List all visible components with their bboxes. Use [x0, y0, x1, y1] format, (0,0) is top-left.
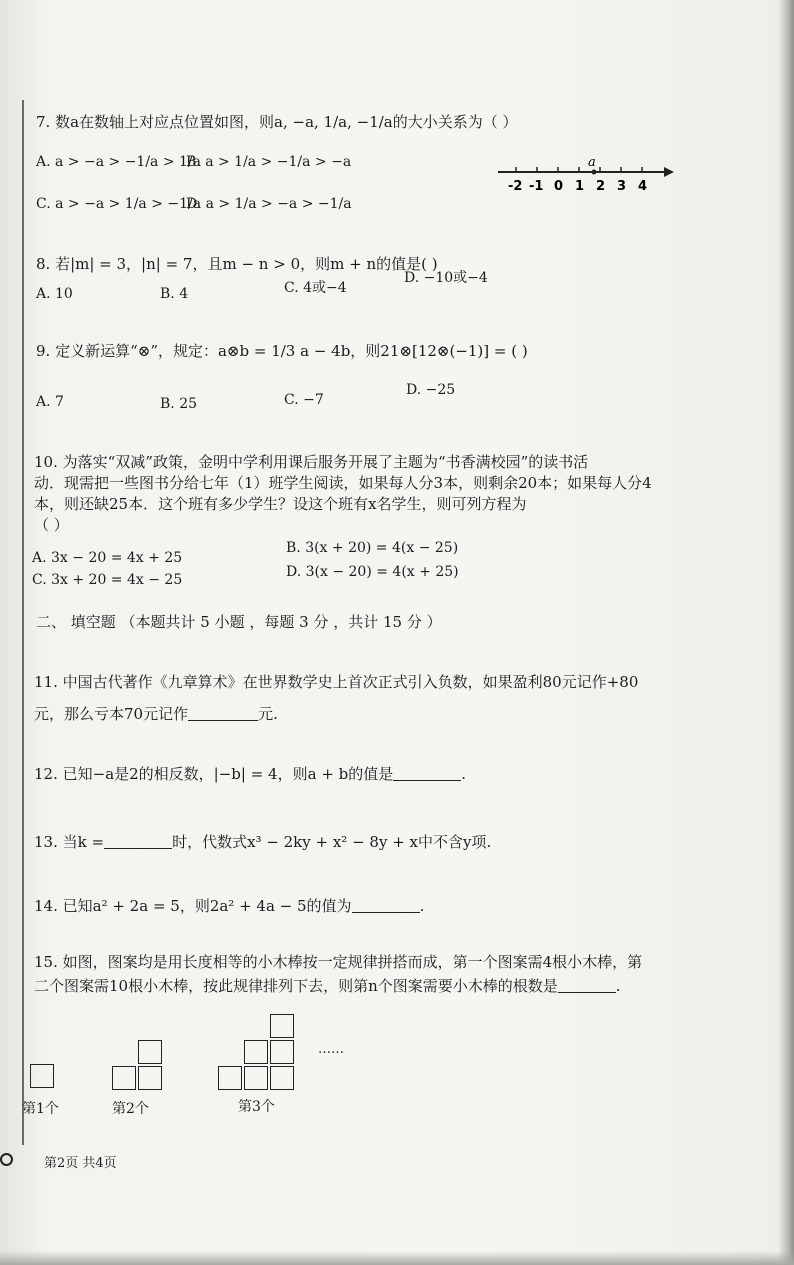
pattern-label-2: 第2个 — [112, 1101, 149, 1117]
matchstick-square — [270, 1014, 294, 1038]
number-line-tick-label: 3 — [617, 179, 627, 194]
number-line-tick-label: -1 — [529, 179, 544, 194]
page-edge-bottom — [0, 1251, 794, 1265]
pattern-label-1: 第1个 — [22, 1101, 59, 1117]
q10-line4: （ ） — [34, 516, 69, 534]
q14-post: . — [419, 897, 425, 915]
number-line-tick-label: 1 — [575, 179, 585, 194]
q12-line — [34, 764, 466, 784]
q8-stem: 8. 若|m| = 3，|n| = 7，且m − n > 0，则m + n的值是( ) — [36, 255, 438, 273]
q13-answer-blank[interactable] — [104, 834, 172, 849]
binding-hole-icon — [0, 1153, 13, 1166]
pattern-figure-3 — [218, 1014, 298, 1094]
matchstick-square — [218, 1066, 242, 1090]
matchstick-square — [138, 1066, 162, 1090]
point-a-label: a — [588, 155, 596, 170]
q10-line3: 本，则还缺25本．这个班有多少学生？设这个班有x名学生，则可列方程为 — [34, 495, 527, 513]
page-edge-right — [778, 0, 794, 1265]
q7-option-b: B. a > 1/a > −1/a > −a — [186, 154, 352, 170]
q9-option-d: D. −25 — [406, 382, 456, 398]
matchstick-square — [244, 1066, 268, 1090]
q9-stem: 9. 定义新运算“⊗”，规定：a⊗b = 1/3 a − 4b，则21⊗[12⊗(−1)] = ( ) — [36, 342, 528, 360]
q14-answer-blank[interactable] — [352, 898, 420, 913]
point-a-marker — [592, 170, 597, 175]
number-line-tick-label: 0 — [554, 179, 564, 194]
q7-option-a: A. a > −a > −1/a > 1/a — [36, 154, 201, 170]
pattern-figure-1 — [30, 1064, 60, 1094]
q8-option-b: B. 4 — [160, 286, 189, 302]
q15-answer-blank[interactable] — [558, 978, 616, 993]
q7-option-d: D. a > 1/a > −a > −1/a — [186, 196, 352, 212]
matchstick-square — [270, 1040, 294, 1064]
q13-pre: 13. 当k = — [34, 833, 105, 851]
pattern-figure-2 — [112, 1040, 166, 1094]
matchstick-square — [112, 1066, 136, 1090]
q15-line2-pre: 二个图案需10根小木棒，按此规律排列下去，则第n个图案需要小木棒的根数是 — [34, 977, 558, 995]
matchstick-square — [138, 1040, 162, 1064]
number-line-tick-label: -2 — [508, 179, 523, 194]
q10-line1: 10. 为落实“双减”政策，金明中学利用课后服务开展了主题为“书香满校园”的读书活 — [34, 453, 589, 471]
number-line — [496, 150, 676, 200]
page-footer: 第2页 共4页 — [44, 1156, 117, 1171]
q13-post: 时，代数式x³ − 2ky + x² − 8y + x中不含y项. — [172, 833, 492, 851]
q15-line1: 15. 如图，图案均是用长度相等的小木棒按一定规律拼搭而成，第一个图案需4根小木棒，第 — [34, 953, 643, 971]
number-line-tick-label: 2 — [596, 179, 606, 194]
q7-option-c: C. a > −a > 1/a > −1/a — [36, 196, 202, 212]
pattern-ellipsis: …… — [318, 1042, 344, 1057]
matchstick-square — [270, 1066, 294, 1090]
q11-line2-pre: 元，那么亏本70元记作 — [34, 705, 189, 723]
q12-pre: 12. 已知−a是2的相反数，|−b| = 4，则a + b的值是 — [34, 765, 394, 783]
q10-option-b: B. 3(x + 20) = 4(x − 25) — [286, 540, 459, 556]
number-line-tick-label: 4 — [638, 179, 648, 194]
margin-rule — [22, 100, 24, 1145]
q11-line2-post: 元. — [258, 705, 278, 723]
q14-pre: 14. 已知a² + 2a = 5，则2a² + 4a − 5的值为 — [34, 897, 352, 915]
q10-option-a: A. 3x − 20 = 4x + 25 — [32, 550, 183, 566]
q13-line — [34, 832, 491, 852]
q11-line2 — [34, 704, 278, 724]
matchstick-square — [30, 1064, 54, 1088]
section-2-title: 二、 填空题 （本题共计 5 小题 ，每题 3 分 ，共计 15 分 ） — [36, 613, 442, 631]
q7-stem: 7. 数a在数轴上对应点位置如图，则a, −a, 1/a, −1/a的大小关系为（ ） — [36, 113, 518, 131]
q9-option-b: B. 25 — [160, 396, 198, 412]
q10-option-c: C. 3x + 20 = 4x − 25 — [32, 572, 183, 588]
q12-post: . — [461, 765, 467, 783]
q8-option-a: A. 10 — [36, 286, 73, 302]
q12-answer-blank[interactable] — [393, 766, 461, 781]
q8-option-d: D. −10或−4 — [404, 270, 488, 286]
q15-line2 — [34, 976, 621, 996]
number-line-svg — [496, 150, 676, 200]
q9-option-a: A. 7 — [36, 394, 64, 410]
q11-answer-blank[interactable] — [188, 706, 258, 721]
matchstick-square — [244, 1040, 268, 1064]
q11-line1: 11. 中国古代著作《九章算术》在世界数学史上首次正式引入负数，如果盈利80元记作+80 — [34, 673, 639, 691]
q14-line — [34, 896, 424, 916]
q10-option-d: D. 3(x − 20) = 4(x + 25) — [286, 564, 459, 580]
q15-line2-post: . — [615, 977, 621, 995]
number-line-arrow — [664, 167, 674, 177]
q10-line2: 动．现需把一些图书分给七年（1）班学生阅读，如果每人分3本，则剩余20本；如果每人分4 — [34, 474, 652, 492]
q9-option-c: C. −7 — [284, 392, 324, 408]
q8-option-c: C. 4或−4 — [284, 280, 347, 296]
pattern-label-3: 第3个 — [238, 1099, 275, 1115]
